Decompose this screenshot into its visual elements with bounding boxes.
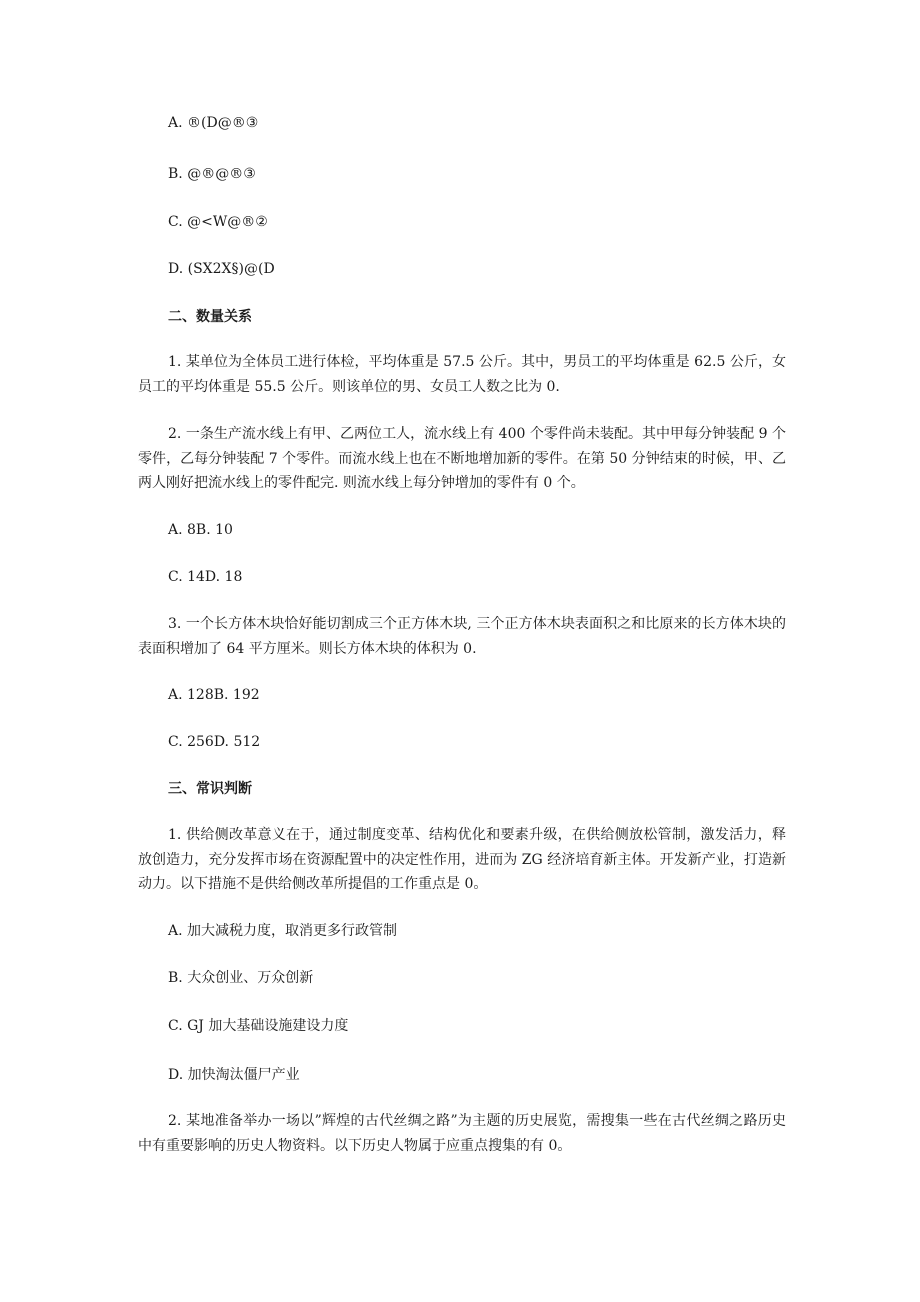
- options-ab: A. 128B. 192: [168, 687, 260, 703]
- options-ab: A. 8B. 10: [168, 522, 233, 538]
- question-2-paragraph: 2. 某地准备举办一场以”辉煌的古代丝绸之路”为主题的历史展览，需搜集一些在古代丝绸之路历史中有重要影响的历史人物资料。以下历史人物属于应重点搜集的有 0。: [138, 1113, 786, 1154]
- question-2-paragraph: 2. 一条生产流水线上有甲、乙两位工人，流水线上有 400 个零件尚未装配。其中甲每分钟装配 9 个零件，乙每分钟装配 7 个零件。而流水线上也在不断地增加新的零件。在第 50 分钟结束的时候，甲、乙两人刚好把流水线上的零件配完. 则流水线上每分钟增加的零件有 0 个。: [138, 426, 786, 491]
- option-a: A. 加大减税力度，取消更多行政管制: [168, 923, 398, 939]
- option-d: D. (SX2X§)@(D: [168, 261, 275, 277]
- options-cd: C. 256D. 512: [168, 734, 261, 750]
- question-1-paragraph: 1. 某单位为全体员工进行体检，平均体重是 57.5 公斤。其中，男员工的平均体重是 62.5 公斤，女员工的平均体重是 55.5 公斤。则该单位的男、女员工人数之比为 0.: [138, 354, 786, 395]
- question-1-paragraph: 1. 供给侧改革意义在于，通过制度变革、结构优化和要素升级，在供给侧放松管制，激发活力，释放创造力，充分发挥市场在资源配置中的决定性作用，进而为 ZG 经济培育新主体。开发新产业，打造新动力。以下措施不是供给侧改革所提倡的工作重点是 0。: [138, 827, 786, 892]
- option-c: C. GJ 加大基础设施建设力度: [168, 1018, 349, 1034]
- section-heading-common-sense: 三、常识判断: [168, 781, 252, 797]
- option-b: B. @®@®③: [168, 166, 256, 182]
- section-heading-quantity: 二、数量关系: [168, 309, 252, 325]
- options-cd: C. 14D. 18: [168, 569, 243, 585]
- option-a: A. ®(D@®③: [168, 115, 259, 131]
- option-c: C. @<W@®②: [168, 214, 268, 230]
- question-3-paragraph: 3. 一个长方体木块恰好能切割成三个正方体木块, 三个正方体木块表面积之和比原来的长方体木块的表面积增加了 64 平方厘米。则长方体木块的体积为 0.: [138, 616, 786, 657]
- option-b: B. 大众创业、万众创新: [168, 970, 314, 986]
- option-d: D. 加快淘汰僵尸产业: [168, 1067, 300, 1083]
